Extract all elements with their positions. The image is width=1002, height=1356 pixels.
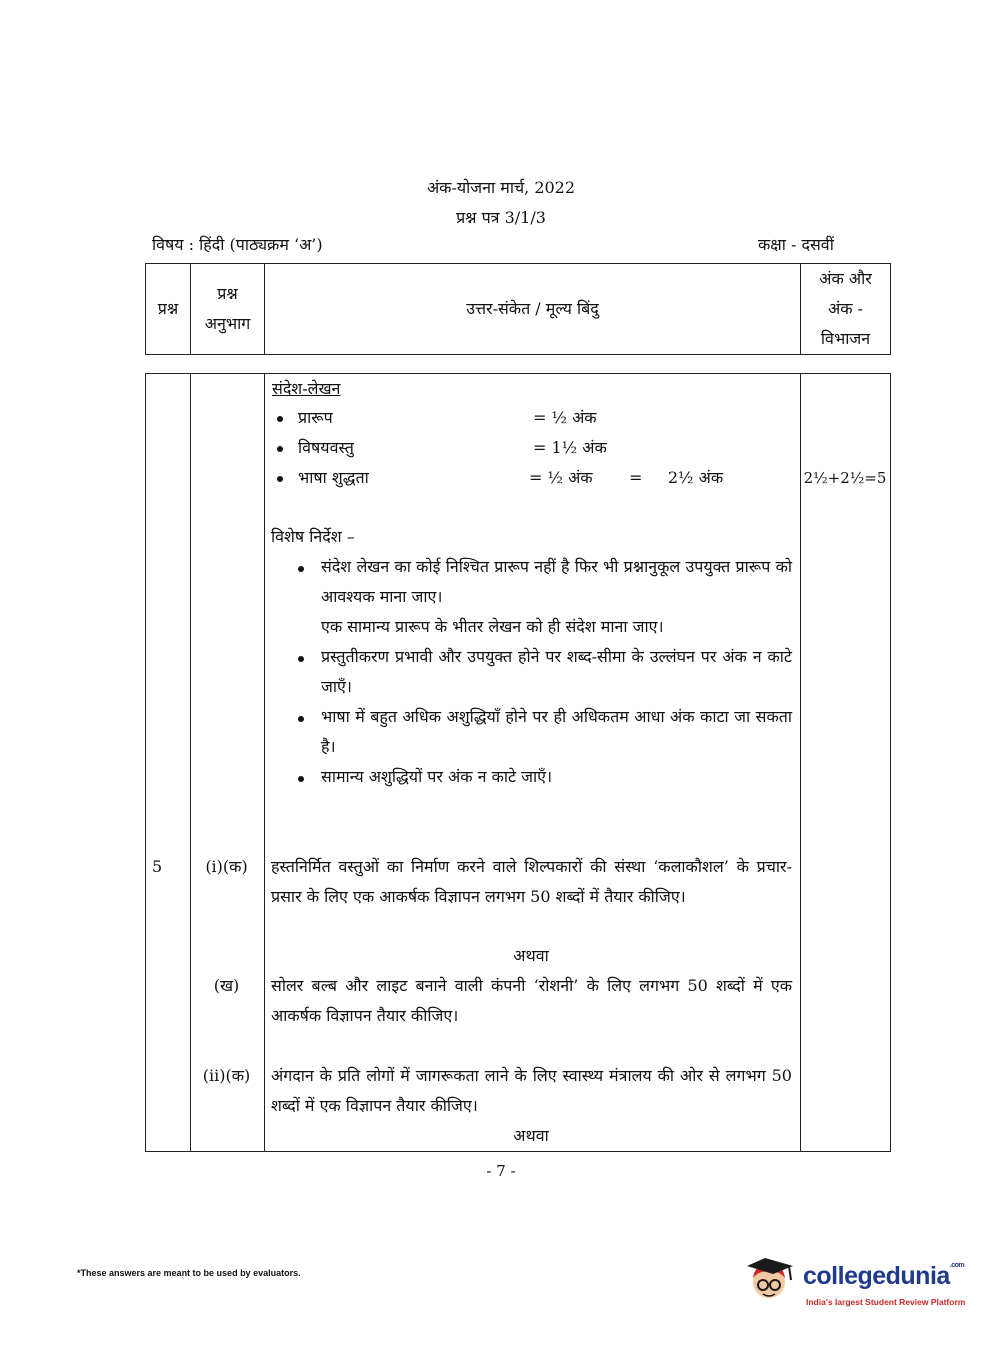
part-label: (ii)(क) (202, 1066, 251, 1085)
col-section-line1: प्रश्न (217, 284, 238, 303)
brand-tagline: India's largest Student Review Platform (806, 1297, 966, 1307)
instruction-1b: एक सामान्य प्रारूप के भीतर लेखन को ही संदेश माना जाए। (321, 617, 664, 636)
header-table (145, 263, 891, 355)
or-separator: अथवा (513, 1126, 549, 1145)
item-label: भाषा शुद्धता (298, 468, 369, 487)
instruction-4: सामान्य अशुद्धियों पर अंक न काटे जाएँ। (321, 767, 553, 786)
subject-label: विषय : हिंदी (पाठ्यक्रम ‘अ’) (152, 235, 323, 254)
bullet (277, 446, 283, 452)
item-mark: = ½ अंक (529, 468, 593, 487)
col-marks-line3: विभाजन (820, 329, 871, 348)
bullet (298, 656, 304, 662)
marks-distribution: 2½+2½=5 (803, 469, 887, 487)
bullet (277, 476, 283, 482)
question-number: 5 (152, 857, 163, 876)
special-instructions-heading: विशेष निर्देश – (271, 527, 355, 546)
col-section-line2: अनुभाग (204, 314, 251, 333)
item-label: प्रारूप (298, 408, 333, 427)
bullet (298, 566, 304, 572)
brand-suffix: .com (949, 1262, 965, 1269)
or-separator: अथवा (513, 946, 549, 965)
part-text: सोलर बल्ब और लाइट बनाने वाली कंपनी ‘रोशनी’ के लिए लगभग 50 शब्दों में एक आकर्षक विज्ञापन तैयार कीजिए। (271, 976, 792, 1025)
item-mark: = 1½ अंक (533, 438, 607, 457)
brand-name (803, 1262, 964, 1291)
instruction-1: संदेश लेखन का कोई निश्चित प्रारूप नहीं है फिर भी प्रश्नानुकूल उपयुक्त प्रारूप को आवश्यक माना जाए। (321, 557, 792, 606)
brand-name-text: collegedunia (803, 1262, 950, 1290)
item-total: = 2½ अंक (629, 468, 724, 487)
paper-code: प्रश्न पत्र 3/1/3 (456, 208, 546, 227)
instruction-3: भाषा में बहुत अधिक अशुद्धियाँ होने पर ही अधिकतम आधा अंक काटा जा सकता है। (321, 707, 792, 756)
page-number: - 7 - (486, 1162, 516, 1180)
bullet (298, 776, 304, 782)
class-label: कक्षा - दसवीं (758, 235, 834, 254)
part-text: हस्तनिर्मित वस्तुओं का निर्माण करने वाले शिल्पकारों की संस्था ‘कलाकौशल’ के प्रचार-प्रसार के लिए एक आकर्षक विज्ञापन लगभग 50 शब्दों में तैयार कीजिए। (271, 857, 792, 906)
message-writing-heading: संदेश-लेखन (272, 379, 341, 398)
item-label: विषयवस्तु (298, 438, 354, 457)
bullet (298, 716, 304, 722)
col-answer: उत्तर-संकेत / मूल्य बिंदु (466, 299, 599, 318)
col-marks-line2: अंक - (827, 299, 863, 318)
col-question: प्रश्न (157, 299, 179, 318)
part-label: (ख) (213, 976, 240, 995)
bullet (277, 416, 283, 422)
part-label: (i)(क) (205, 857, 248, 876)
brand-mascot-logo (743, 1252, 799, 1308)
item-mark: = ½ अंक (533, 408, 597, 427)
footer-note: *These answers are meant to be used by evaluators. (77, 1268, 301, 1278)
document-title: अंक-योजना मार्च, 2022 (426, 178, 576, 197)
instruction-2: प्रस्तुतीकरण प्रभावी और उपयुक्त होने पर शब्द-सीमा के उल्लंघन पर अंक न काटे जाएँ। (321, 647, 792, 696)
col-marks-line1: अंक और (819, 269, 872, 288)
part-text: अंगदान के प्रति लोगों में जागरूकता लाने के लिए स्वास्थ्य मंत्रालय की ओर से लगभग 50 शब्दों में एक विज्ञापन तैयार कीजिए। (271, 1066, 792, 1115)
